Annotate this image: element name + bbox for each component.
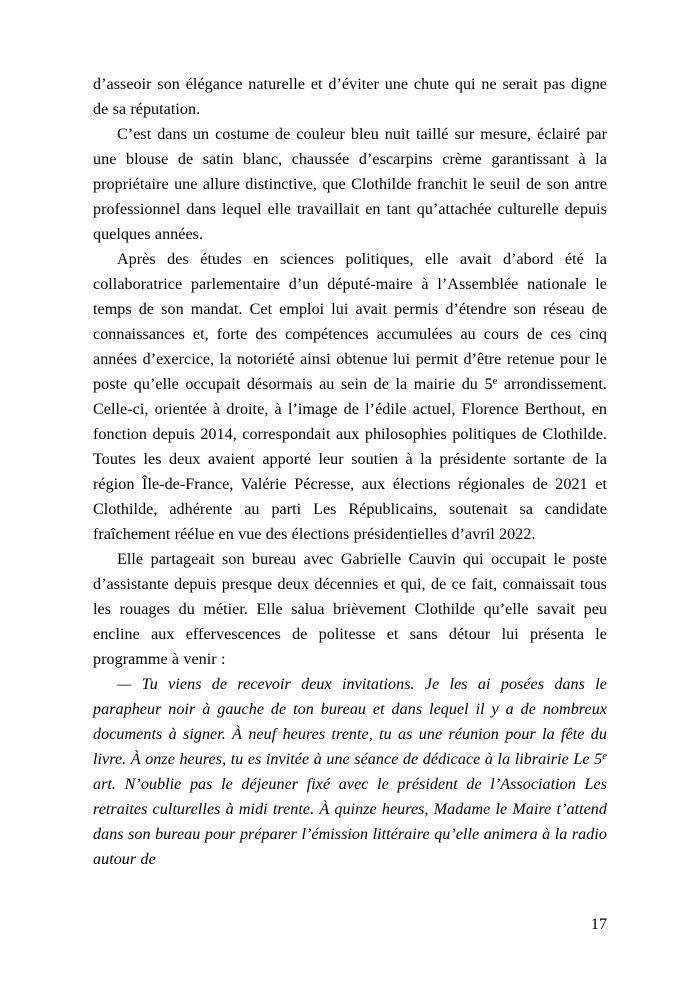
paragraph-dialogue-part-1: — Tu viens de recevoir deux invitations. Je les ai posées dans le parapheur noir à gauche de ton bureau et dans lequel il y a de nombreux documents à signer. À neuf heures trente, tu as une réunion pour la fête du livre. À onze heures, tu es invitée à une séance de dédicace à la librairie Le 5 bbox=[93, 676, 607, 768]
page-number: 17 bbox=[590, 916, 607, 933]
paragraph-costume: C’est dans un costume de couleur bleu nuit taillé sur mesure, éclairé par une blouse de satin blanc, chaussée d’escarpins crème garantissant à la propriétaire une allure distinctive, que Clothilde franchit le seuil de son antre professionnel dans lequel elle travaillait en tant qu’attachée culturelle depuis quelques années. bbox=[93, 126, 607, 243]
page-text-block bbox=[93, 72, 607, 872]
paragraph-dialogue-part-2: art. N’oublie pas le déjeuner fixé avec le président de l’Association Les retraites culturelles à midi trente. À quinze heures, Madame le Maire t’attend dans son bureau pour préparer l’émission littéraire qu’elle animera à la radio autour de bbox=[93, 776, 607, 868]
ordinal-superscript-arrondissement: e bbox=[492, 376, 498, 388]
ordinal-superscript-librairie: e bbox=[602, 751, 607, 763]
paragraph-career-part-2: arrondissement. Celle-ci, orientée à droite, à l’image de l’édile actuel, Florence Berthout, en fonction depuis 2014, correspondait aux philosophies politiques de Clothilde. Toutes les deux avaient apporté leur soutien à la présidente sortante de la région Île-de-France, Valérie Pécresse, aux élections régionales de 2021 et Clothilde, adhérente au parti Les Républicains, soutenait sa candidate fraîchement réélue en vue des élections présidentielles d’avril 2022. bbox=[93, 376, 607, 543]
paragraph-dialogue bbox=[93, 672, 607, 872]
paragraph-office: Elle partageait son bureau avec Gabrielle Cauvin qui occupait le poste d’assistante depuis presque deux décennies et qui, de ce fait, connaissait tous les rouages du métier. Elle salua brièvement Clothilde qu’elle savait peu encline aux effervescences de politesse et sans détour lui présenta le programme à venir : bbox=[93, 551, 607, 668]
paragraph-continuation: d’asseoir son élégance naturelle et d’éviter une chute qui ne serait pas digne de sa réputation. bbox=[93, 76, 607, 118]
paragraph-career-part-1: Après des études en sciences politiques, elle avait d’abord été la collaboratrice parlementaire d’un député-maire à l’Assemblée nationale le temps de son mandat. Cet emploi lui avait permis d’étendre son réseau de connaissances et, forte des compétences accumulées au cours de ces cinq années d’exercice, la notoriété ainsi obtenue lui permit d’être retenue pour le poste qu’elle occupait désormais au sein de la mairie du 5 bbox=[93, 251, 607, 393]
paragraph-career bbox=[93, 247, 607, 547]
